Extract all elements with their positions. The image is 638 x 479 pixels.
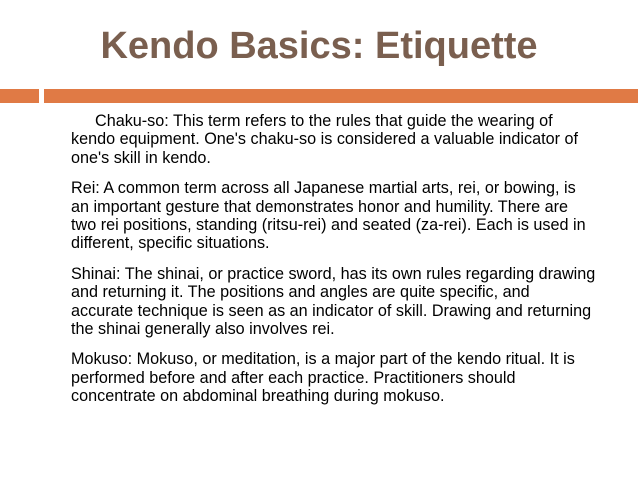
slide-body [71,112,596,418]
paragraph-rei: Rei: A common term across all Japanese martial arts, rei, or bowing, is an important gesture that demonstrates honor and humility. There are two rei positions, standing (ritsu-rei) and seated (za-rei). Each is used in different, specific situations. [71,179,586,253]
paragraph-shinai: Shinai: The shinai, or practice sword, has its own rules regarding drawing and returning it. The positions and angles are quite specific, and accurate technique is seen as an indicator of skill. Drawing and returning the shinai generally also involves rei. [71,264,596,339]
paragraph-chaku-so: Chaku-so: This term refers to the rules that guide the wearing of kendo equipment. One's chaku-so is considered a valuable indicator of one's skill in kendo. [71,112,579,167]
accent-bar-left [0,89,39,103]
paragraph-mokuso: Mokuso: Mokuso, or meditation, is a major part of the kendo ritual. It is performed before and after each practice. Practitioners should concentrate on abdominal breathing during mokuso. [71,350,575,406]
accent-bar-right [44,89,638,103]
slide-title: Kendo Basics: Etiquette [100,25,538,67]
